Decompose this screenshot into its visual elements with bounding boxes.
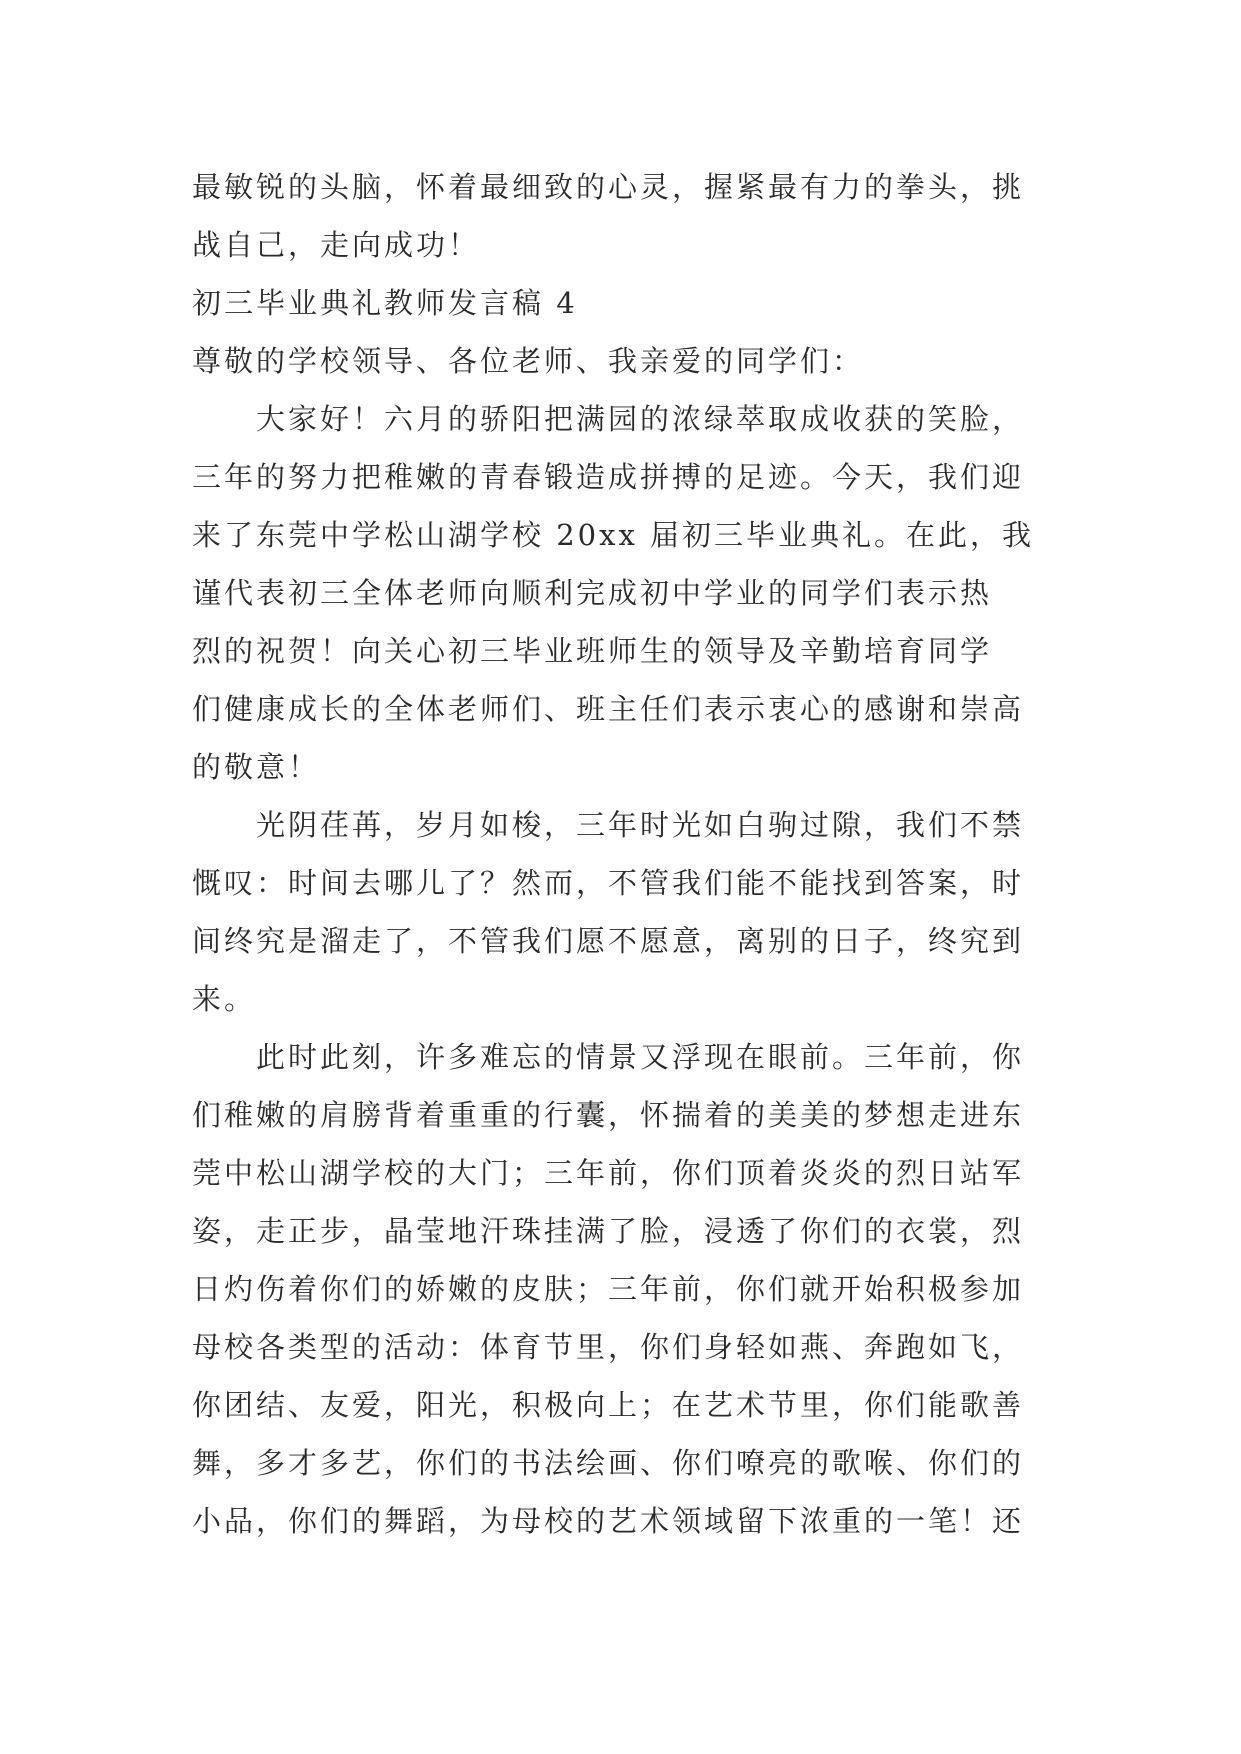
text-line: 光阴荏苒，岁月如梭，三年时光如白驹过隙，我们不禁	[256, 808, 1025, 842]
text-line: 莞中松山湖学校的大门；三年前，你们顶着炎炎的烈日站军	[192, 1156, 1025, 1190]
text-line: 三年的努力把稚嫩的青春锻造成拼搏的足迹。今天，我们迎	[192, 460, 1025, 494]
text-line: 此时此刻，许多难忘的情景又浮现在眼前。三年前，你	[256, 1040, 1025, 1074]
text-line: 日灼伤着你们的娇嫩的皮肤；三年前，你们就开始积极参加	[192, 1272, 1025, 1306]
text-line: 来了东莞中学松山湖学校 20xx 届初三毕业典礼。在此，我	[192, 518, 1035, 552]
text-line: 最敏锐的头脑，怀着最细致的心灵，握紧最有力的拳头，挑	[192, 170, 1025, 204]
text-line: 谨代表初三全体老师向顺利完成初中学业的同学们表示热	[192, 576, 993, 610]
text-line: 小品，你们的舞蹈，为母校的艺术领域留下浓重的一笔！还	[192, 1504, 1025, 1538]
document-body	[192, 158, 1052, 1550]
salutation: 尊敬的学校领导、各位老师、我亲爱的同学们：	[192, 344, 865, 378]
text-line: 大家好！六月的骄阳把满园的浓绿萃取成收获的笑脸，	[256, 402, 1025, 436]
text-line: 战自己，走向成功！	[192, 228, 481, 262]
text-line: 慨叹：时间去哪儿了？然而，不管我们能不能找到答案，时	[192, 866, 1025, 900]
text-line: 你团结、友爱，阳光，积极向上；在艺术节里，你们能歌善	[192, 1388, 1025, 1422]
text-line: 母校各类型的活动：体育节里，你们身轻如燕、奔跑如飞，	[192, 1330, 1025, 1364]
text-line: 间终究是溜走了，不管我们愿不愿意，离别的日子，终究到	[192, 924, 1025, 958]
text-line: 们稚嫩的肩膀背着重重的行囊，怀揣着的美美的梦想走进东	[192, 1098, 1025, 1132]
text-line: 舞，多才多艺，你们的书法绘画、你们嘹亮的歌喉、你们的	[192, 1446, 1025, 1480]
text-line: 烈的祝贺！向关心初三毕业班师生的领导及辛勤培育同学	[192, 634, 993, 668]
text-line: 来。	[192, 982, 257, 1016]
section-title: 初三毕业典礼教师发言稿 4	[192, 286, 578, 320]
text-line: 的敬意！	[192, 750, 321, 784]
text-line: 姿，走正步，晶莹地汗珠挂满了脸，浸透了你们的衣裳，烈	[192, 1214, 1025, 1248]
text-line: 们健康成长的全体老师们、班主任们表示衷心的感谢和崇高	[192, 692, 1025, 726]
